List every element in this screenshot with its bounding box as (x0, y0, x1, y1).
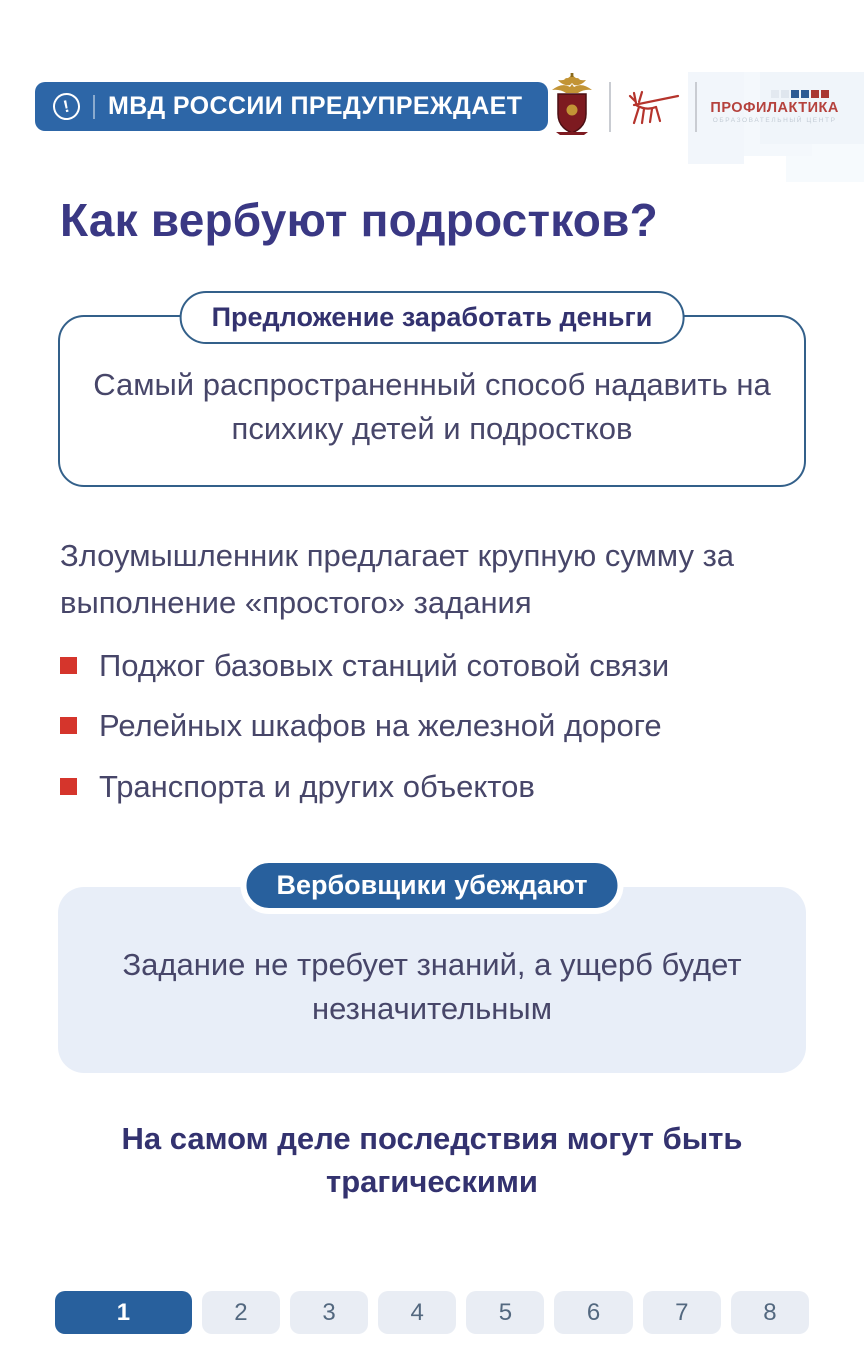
mvd-eagle-crest-icon (548, 72, 596, 141)
header (35, 72, 839, 141)
red-deer-lineart-icon (624, 75, 682, 138)
red-square-bullet-icon (60, 657, 77, 674)
recruiters-card-pill-label: Вербовщики убеждают (240, 857, 623, 914)
page-button-2[interactable]: 2 (202, 1291, 280, 1334)
offer-card-pill-label: Предложение заработать деньги (180, 291, 685, 344)
page-title: Как вербуют подростков? (60, 194, 658, 246)
badge-divider (93, 95, 95, 119)
infographic-page (0, 72, 864, 1352)
list-item-text: Транспорта и других объектов (99, 768, 535, 804)
red-square-bullet-icon (60, 778, 77, 795)
offer-card-body: Самый распространенный способ надавить на психику детей и подростков (93, 367, 771, 447)
page-button-3[interactable]: 3 (290, 1291, 368, 1334)
profilaktika-tagline: ОБРАЗОВАТЕЛЬНЫЙ ЦЕНТР (712, 116, 837, 124)
red-square-bullet-icon (60, 717, 77, 734)
profilaktika-logo (710, 90, 838, 124)
logo-group (548, 72, 838, 141)
list-item (60, 646, 804, 686)
offer-card (58, 302, 806, 487)
pagination (55, 1291, 809, 1334)
logo-divider (609, 82, 611, 132)
list-item-text: Релейных шкафов на железной дороге (99, 708, 662, 744)
logo-divider (695, 82, 697, 132)
targets-list (60, 646, 804, 807)
list-item (60, 706, 804, 746)
intro-paragraph: Злоумышленник предлагает крупную сумму за выполнение «простого» задания (60, 538, 735, 620)
profilaktika-wordmark: ПРОФИЛАКТИКА (710, 99, 839, 116)
page-button-6[interactable]: 6 (554, 1291, 632, 1334)
exclamation-circle-icon: ! (50, 90, 82, 122)
list-item (60, 767, 804, 807)
page-button-8[interactable]: 8 (731, 1291, 809, 1334)
list-item-text: Поджог базовых станций сотовой связи (99, 648, 670, 684)
closing-statement: На самом деле последствия могут быть трагическими (121, 1120, 743, 1200)
mvd-warning-badge (35, 82, 548, 131)
badge-label: МВД РОССИИ ПРЕДУПРЕЖДАЕТ (108, 92, 523, 120)
page-button-1[interactable]: 1 (55, 1291, 192, 1334)
recruiters-card-body: Задание не требует знаний, а ущерб будет незначительным (122, 946, 742, 1026)
profilaktika-squares (771, 90, 829, 98)
page-button-7[interactable]: 7 (643, 1291, 721, 1334)
recruiters-card (58, 869, 806, 1073)
page-button-4[interactable]: 4 (378, 1291, 456, 1334)
page-button-5[interactable]: 5 (466, 1291, 544, 1334)
